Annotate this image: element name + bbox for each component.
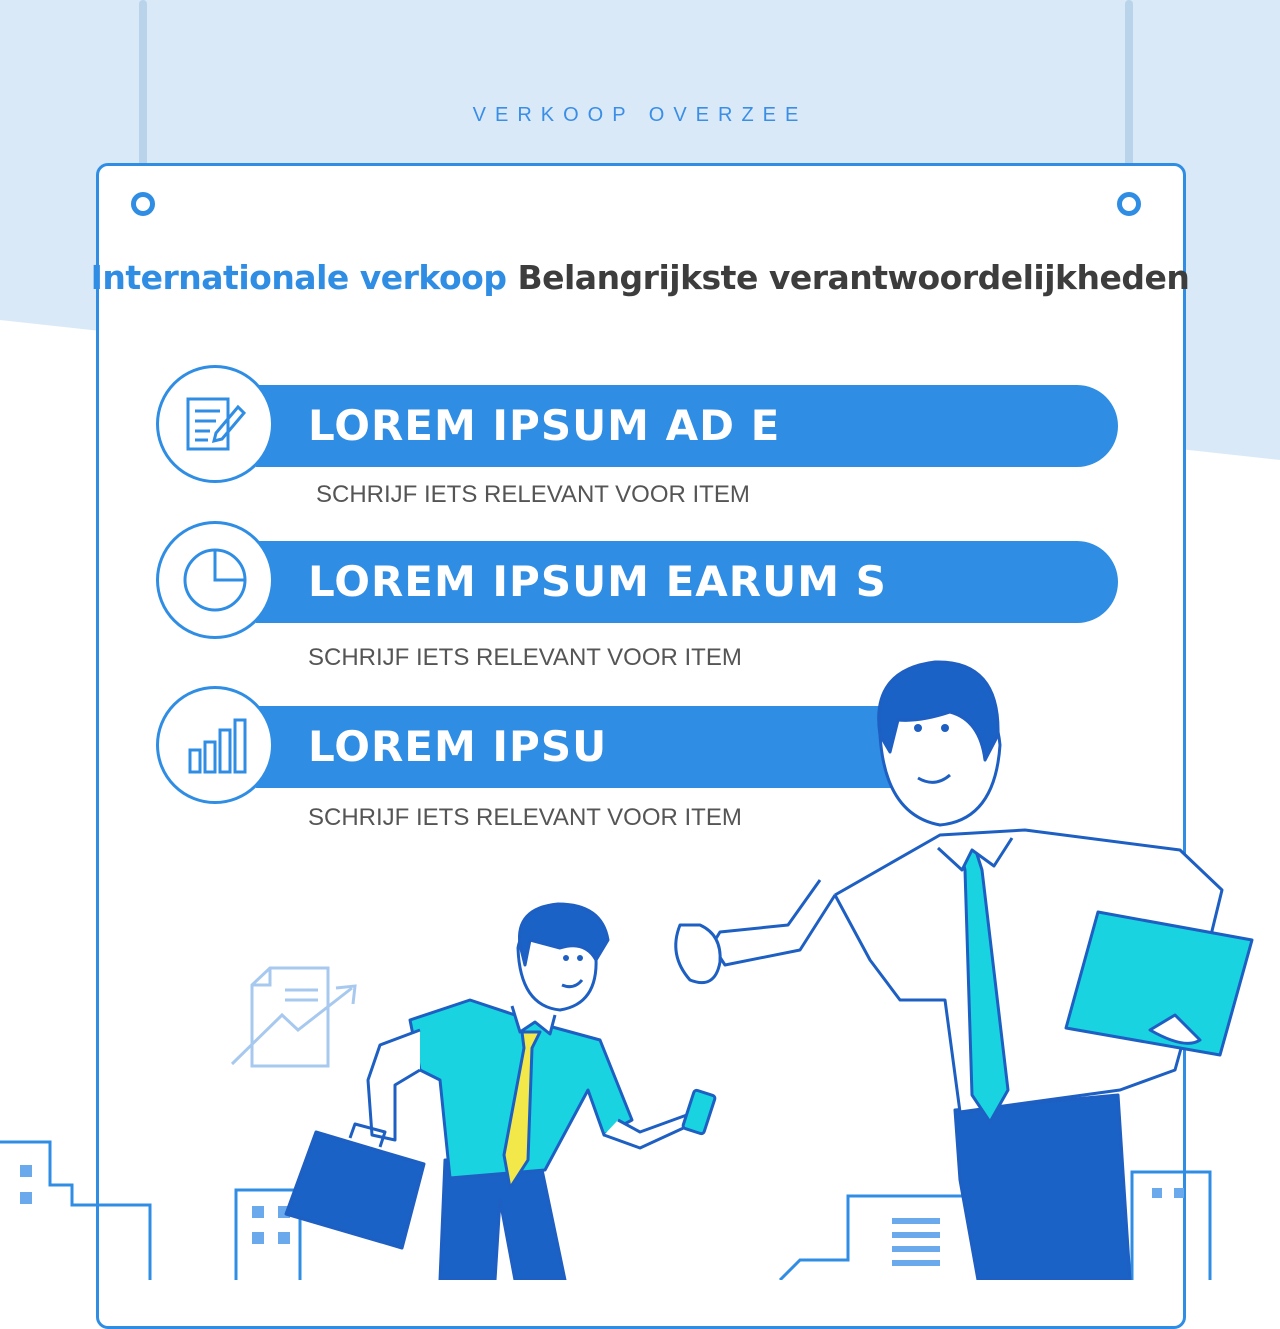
item-subtitle: SCHRIJF IETS RELEVANT VOOR ITEM (308, 804, 742, 831)
page-title-rest: Belangrijkste verantwoordelijkheden (517, 258, 1190, 297)
report-growth-icon (232, 968, 355, 1066)
item-subtitle: SCHRIJF IETS RELEVANT VOOR ITEM (316, 481, 750, 508)
big-man-figure (676, 662, 1252, 1280)
item-subtitle: SCHRIJF IETS RELEVANT VOOR ITEM (308, 644, 742, 671)
kicker-text: VERKOOP OVERZEE (472, 104, 808, 126)
small-man-figure (286, 904, 716, 1280)
item-title: LOREM IPSUM EARUM S (308, 557, 887, 606)
page-title-accent: Internationale verkoop (90, 258, 507, 297)
item-title: LOREM IPSU (308, 722, 608, 771)
item-title: LOREM IPSUM AD E (308, 401, 781, 450)
